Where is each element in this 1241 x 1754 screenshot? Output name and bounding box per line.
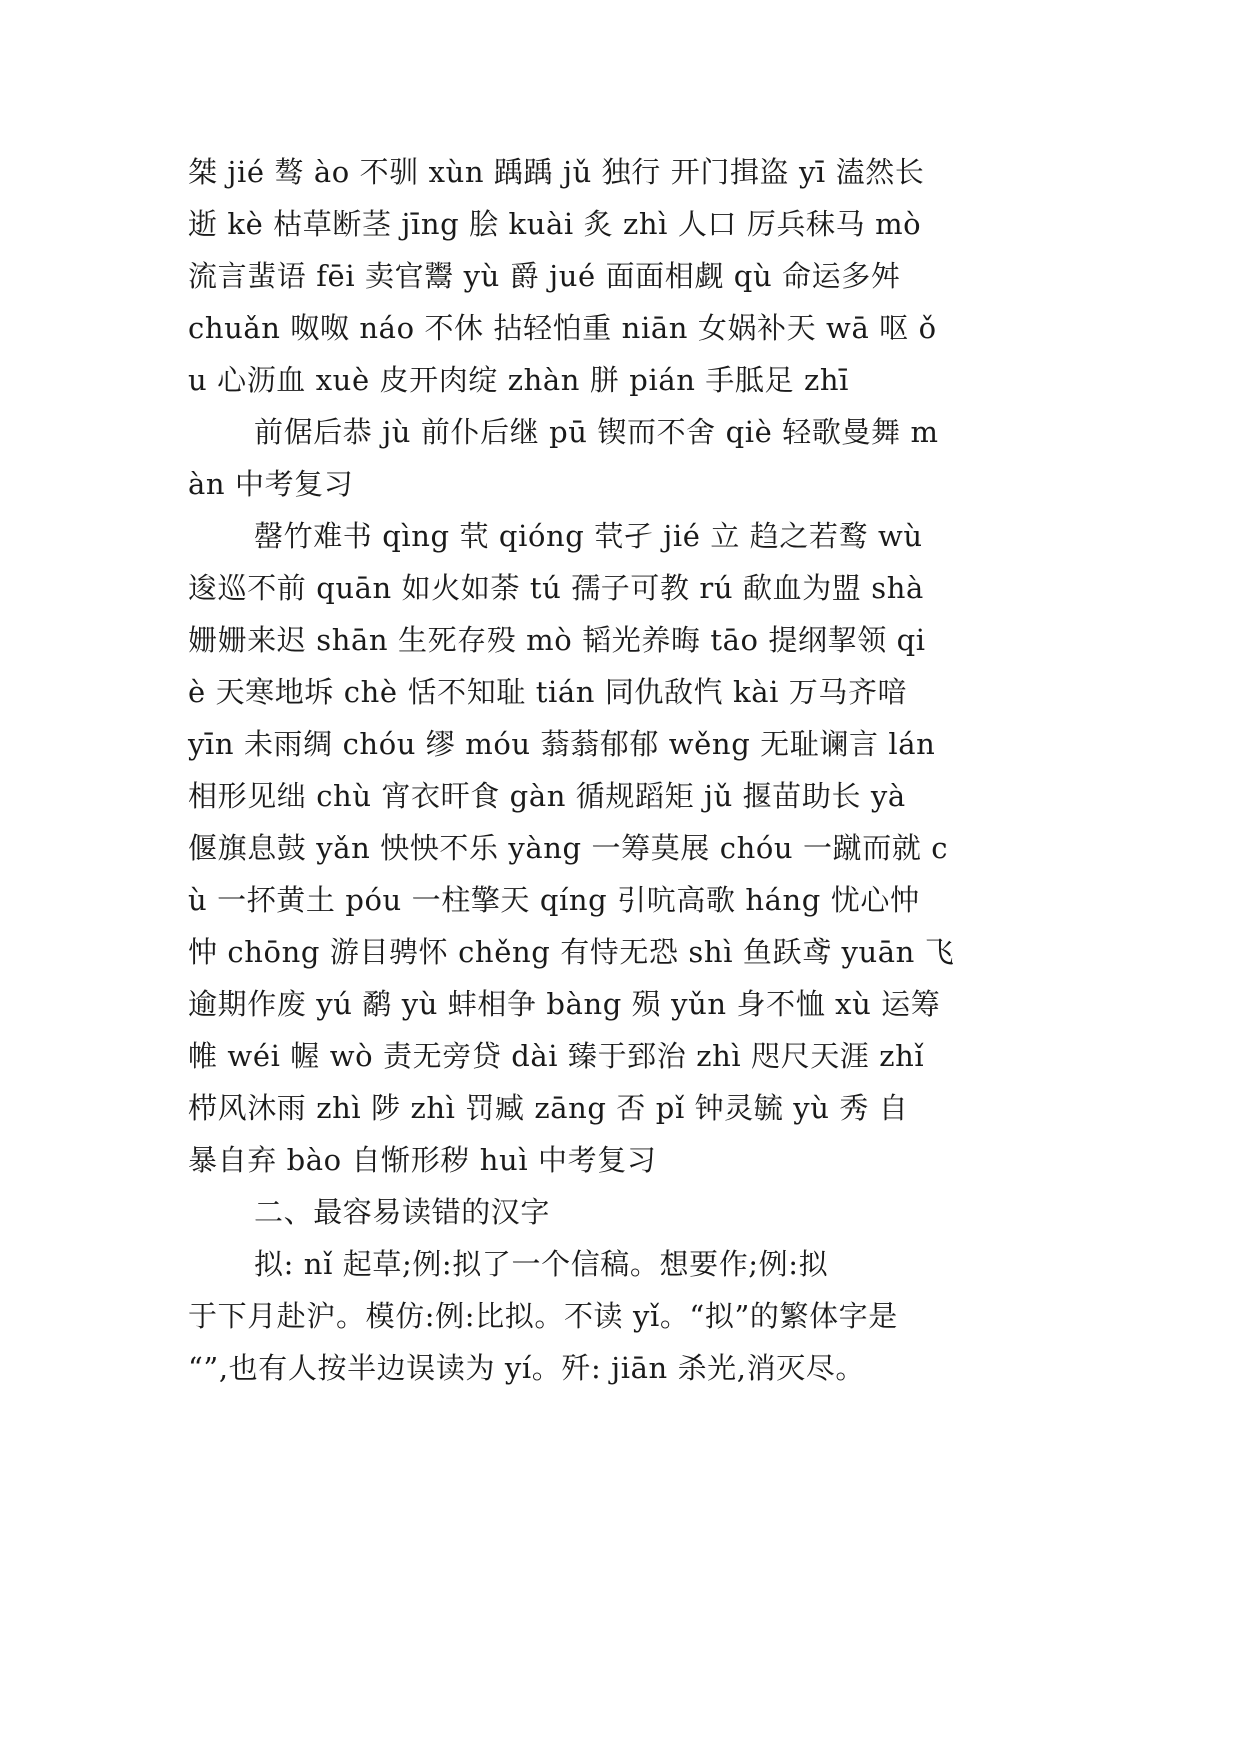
text-line: 逝 kè 枯草断茎 jīng 脍 kuài 炙 zhì 人口 厉兵秣马 mò <box>188 207 922 241</box>
text-line: yīn 未雨绸 chóu 缪 móu 蓊蓊郁郁 wěng 无耻谰言 lán <box>188 727 936 761</box>
text-line: 偃旗息鼓 yǎn 怏怏不乐 yàng 一筹莫展 chóu 一蹴而就 c <box>188 831 949 865</box>
text-line: ù 一抔黄土 póu 一柱擎天 qíng 引吭高歌 háng 忧心忡 <box>188 883 920 917</box>
text-line: 姗姗来迟 shān 生死存殁 mò 韬光养晦 tāo 提纲挈领 qi <box>188 623 926 657</box>
text-line: 逡巡不前 quān 如火如荼 tú 孺子可教 rú 歃血为盟 shà <box>188 571 924 605</box>
text-line: 流言蜚语 fēi 卖官鬻 yù 爵 jué 面面相觑 qù 命运多舛 <box>188 259 901 293</box>
paragraph-start-line: 前倨后恭 jù 前仆后继 pū 锲而不舍 qiè 轻歌曼舞 m <box>254 415 939 449</box>
text-line: 桀 jié 骜 ào 不驯 xùn 踽踽 jǔ 独行 开门揖盗 yī 溘然长 <box>188 155 925 189</box>
text-line: 于下月赴沪。模仿:例:比拟。不读 yǐ。“拟”的繁体字是 <box>188 1299 898 1333</box>
text-line: 忡 chōng 游目骋怀 chěng 有恃无恐 shì 鱼跃鸢 yuān 飞 <box>188 935 955 969</box>
text-line: “”,也有人按半边误读为 yí。歼: jiān 杀光,消灭尽。 <box>188 1351 866 1385</box>
paragraph-start-line: 罄竹难书 qìng 茕 qióng 茕孑 jié 立 趋之若鹜 wù <box>254 519 923 553</box>
section-heading: 二、最容易读错的汉字 <box>254 1195 551 1229</box>
text-line: àn 中考复习 <box>188 467 354 501</box>
text-line: 逾期作废 yú 鹬 yù 蚌相争 bàng 殒 yǔn 身不恤 xù 运筹 <box>188 987 941 1021</box>
paragraph-start-line: 拟: nǐ 起草;例:拟了一个信稿。想要作;例:拟 <box>254 1247 829 1281</box>
text-line: u 心沥血 xuè 皮开肉绽 zhàn 胼 pián 手胝足 zhī <box>188 363 849 397</box>
text-line: è 天寒地坼 chè 恬不知耻 tián 同仇敌忾 kài 万马齐喑 <box>188 675 908 709</box>
text-line: chuǎn 呶呶 náo 不休 拈轻怕重 niān 女娲补天 wā 呕 ǒ <box>188 311 937 345</box>
text-line: 帷 wéi 幄 wò 责无旁贷 dài 臻于郅治 zhì 咫尺天涯 zhǐ <box>188 1039 925 1073</box>
text-line: 暴自弃 bào 自惭形秽 huì 中考复习 <box>188 1143 657 1177</box>
text-line: 栉风沐雨 zhì 陟 zhì 罚臧 zāng 否 pǐ 钟灵毓 yù 秀 自 <box>188 1091 909 1125</box>
text-line: 相形见绌 chù 宵衣旰食 gàn 循规蹈矩 jǔ 揠苗助长 yà <box>188 779 906 813</box>
